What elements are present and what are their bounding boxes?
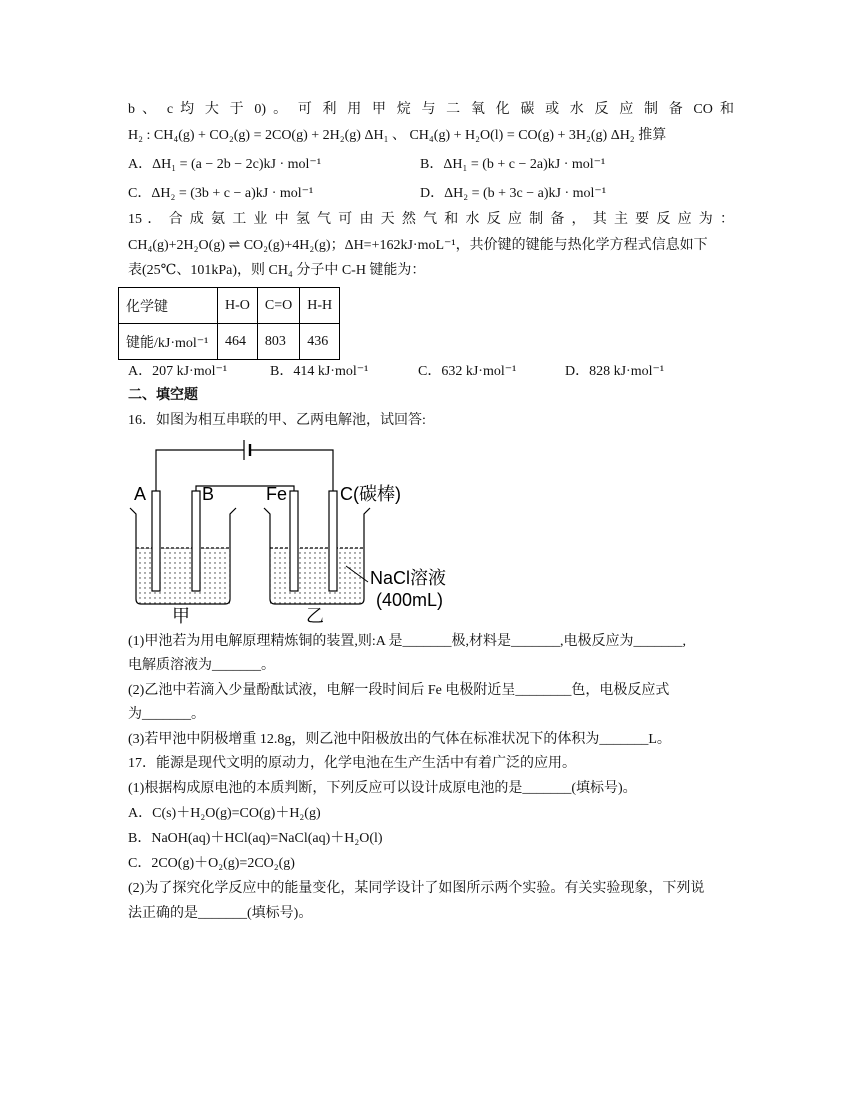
q14-option-b: B．ΔH₁ = (b + c − 2a)kJ · mol⁻¹ — [420, 157, 606, 172]
table-cell: H-O — [218, 288, 258, 324]
electrode-fe — [290, 491, 298, 591]
table-cell: H-H — [300, 288, 340, 324]
q16-part2-line1: (2)乙池中若滴入少量酚酞试液，电解一段时间后 Fe 电极附近呈________色，电极反应式 — [128, 683, 670, 698]
q16-part1-line1: (1)甲池若为用电解原理精炼铜的装置,则:A 是_______极,材料是_______,电极反应为_______, — [128, 634, 687, 649]
table-cell: 键能/kJ·mol⁻¹ — [119, 324, 218, 360]
label-a: A — [134, 484, 147, 504]
label-solution: NaCl溶液 — [370, 568, 447, 588]
electrode-c — [329, 491, 337, 591]
q14-line2: H₂ : CH₄(g) + CO₂(g) = 2CO(g) + 2H₂(g) ΔH₁ 、 CH₄(g) + H₂O(l) = CO(g) + 3H₂(g) ΔH₂ 推算 — [128, 128, 667, 143]
q15-option-a: A．207 kJ·mol⁻¹ — [128, 364, 228, 379]
q15-line2: CH₄(g)+2H₂O(g) ⇌ CO₂(g)+4H₂(g)；ΔH=+162kJ·moL⁻¹，共价键的键能与热化学方程式信息如下 — [128, 238, 708, 253]
q15-line3: 表(25℃、101kPa)，则 CH₄ 分子中 C-H 键能为： — [128, 263, 426, 278]
label-fe: Fe — [266, 484, 288, 504]
label-volume: (400mL) — [376, 590, 444, 610]
q17-option-b: B．NaOH(aq)＋HCl(aq)=NaCl(aq)＋H₂O(l) — [128, 831, 383, 846]
bond-energy-table — [118, 287, 340, 360]
q17-part2-line1: (2)为了探究化学反应中的能量变化，某同学设计了如图所示两个实验。有关实验现象，下列说 — [128, 881, 705, 896]
q16-part2-line2: 为_______。 — [128, 707, 205, 722]
q14-line1: b 、 c 均 大 于 0) 。 可 利 用 甲 烷 与 二 氧 化 碳 或 水 反 应 制 备 CO 和 — [128, 102, 734, 117]
q17-stem: 17．能源是现代文明的原动力，化学电池在生产生活中有着广泛的应用。 — [128, 756, 576, 771]
q17-option-c: C．2CO(g)＋O₂(g)=2CO₂(g) — [128, 856, 295, 871]
label-c: C(碳棒) — [340, 484, 401, 504]
q16-part1-line2: 电解质溶液为_______。 — [128, 658, 275, 673]
section-heading: 二、填空题 — [128, 388, 198, 403]
table-cell: 803 — [257, 324, 299, 360]
q14-option-d: D．ΔH₂ = (b + 3c − a)kJ · mol⁻¹ — [420, 186, 607, 201]
electrode-b — [192, 491, 200, 591]
q15-option-c: C．632 kJ·mol⁻¹ — [418, 364, 517, 379]
table-cell: 464 — [218, 324, 258, 360]
table-cell: 436 — [300, 324, 340, 360]
beaker-yi — [264, 508, 370, 604]
q16-stem: 16．如图为相互串联的甲、乙两电解池，试回答: — [128, 413, 426, 428]
q14-option-c: C．ΔH₂ = (3b + c − a)kJ · mol⁻¹ — [128, 186, 314, 201]
table-row — [119, 288, 340, 324]
q17-option-a: A．C(s)＋H₂O(g)=CO(g)＋H₂(g) — [128, 806, 321, 821]
label-b: B — [202, 484, 215, 504]
q14-option-a: A．ΔH₁ = (a − 2b − 2c)kJ · mol⁻¹ — [128, 157, 322, 172]
electrode-a — [152, 491, 160, 591]
q17-part1: (1)根据构成原电池的本质判断，下列反应可以设计成原电池的是_______(填标号)。 — [128, 781, 637, 796]
q15-option-b: B．414 kJ·mol⁻¹ — [270, 364, 369, 379]
label-jia: 甲 — [172, 606, 190, 626]
q16-part3: (3)若甲池中阴极增重 12.8g，则乙池中阳极放出的气体在标准状况下的体积为_______L。 — [128, 732, 671, 747]
table-cell: 化学键 — [119, 288, 218, 324]
q15-line1: 15 ． 合 成 氨 工 业 中 氢 气 可 由 天 然 气 和 水 反 应 制 备 ， 其 主 要 反 应 为 ： — [128, 212, 734, 227]
label-yi: 乙 — [306, 606, 324, 626]
table-row — [119, 324, 340, 360]
table-cell: C=O — [257, 288, 299, 324]
beaker-jia — [130, 508, 236, 604]
q15-option-d: D．828 kJ·mol⁻¹ — [565, 364, 665, 379]
q17-part2-line2: 法正确的是_______(填标号)。 — [128, 906, 313, 921]
electrolysis-diagram — [128, 436, 447, 626]
